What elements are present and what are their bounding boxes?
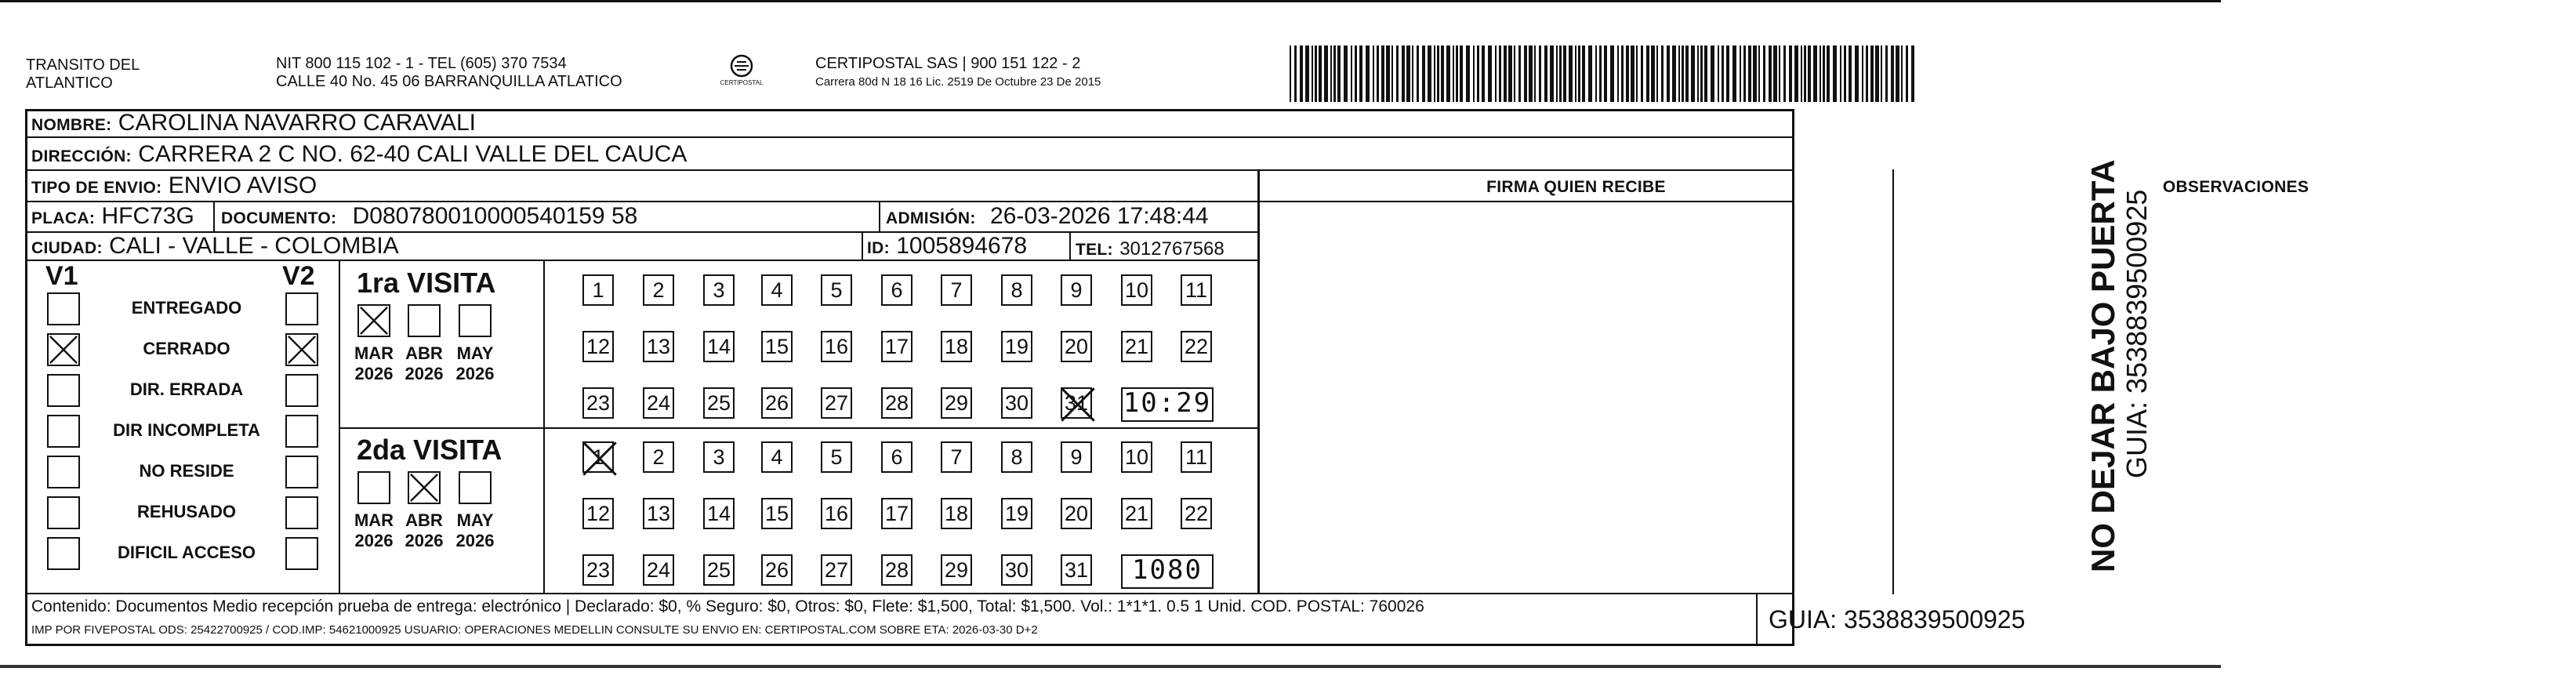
second-visit-day-box[interactable] <box>1061 554 1092 586</box>
status-option-label: ENTREGADO <box>131 298 242 318</box>
second-visit-day-box[interactable] <box>941 441 972 473</box>
guia-box-divider <box>1756 594 1758 644</box>
first-visit-day-box[interactable] <box>881 387 912 419</box>
visit-divider <box>543 260 545 593</box>
day-number: 31 <box>1064 558 1089 582</box>
second-visit-day-box[interactable] <box>821 554 852 586</box>
status-option-label: DIR. ERRADA <box>129 379 244 399</box>
day-number: 18 <box>944 502 969 525</box>
id-divider <box>862 231 863 260</box>
day-number: 3 <box>713 278 725 302</box>
day-number: 18 <box>944 335 969 358</box>
day-number: 1 <box>592 278 604 302</box>
first-visit-day-box[interactable] <box>1061 387 1092 419</box>
second-visit-day-box[interactable] <box>761 554 793 586</box>
v1-header: V1 <box>45 261 78 291</box>
first-visit-day-box[interactable] <box>643 387 674 419</box>
frame-bottom <box>25 644 1794 646</box>
second-visit-month-box[interactable] <box>357 471 390 504</box>
second-visit-day-box[interactable] <box>1001 498 1032 529</box>
first-visit-day-box[interactable] <box>1181 274 1212 306</box>
second-visit-day-box[interactable] <box>1001 554 1032 586</box>
second-visit-month-label: MAR 2026 <box>354 510 394 550</box>
second-visit-day-box[interactable] <box>1061 441 1092 473</box>
carrier-info: CERTIPOSTAL SAS | 900 151 122 - 2 Carrera 80d N 18 16 Lic. 2519 De Octubre 23 De 2015 <box>815 55 1101 89</box>
day-number: 7 <box>950 445 963 469</box>
day-number: 29 <box>944 558 969 582</box>
day-number: 22 <box>1184 502 1209 525</box>
side-guia: GUIA: 3538839500925 <box>2121 189 2153 478</box>
day-number: 15 <box>764 335 789 358</box>
svg-text:CERTIPOSTAL: CERTIPOSTAL <box>720 79 764 86</box>
day-number: 24 <box>646 391 671 415</box>
day-number: 5 <box>830 278 843 302</box>
day-number: 12 <box>586 502 611 525</box>
firma-header: FIRMA QUIEN RECIBE <box>1486 178 1666 196</box>
status-option-label: REHUSADO <box>137 502 236 521</box>
guia-box: GUIA: 3538839500925 <box>1769 605 2026 634</box>
first-visit-month-box[interactable] <box>408 304 441 337</box>
first-visit-day-box[interactable] <box>761 387 793 419</box>
day-number: 30 <box>1004 391 1029 415</box>
id-field: ID: 1005894678 <box>867 233 1028 259</box>
name-row: NOMBRE: CAROLINA NAVARRO CARAVALI <box>31 110 477 136</box>
observaciones-header: OBSERVACIONES <box>2162 178 2309 196</box>
day-number: 11 <box>1185 445 1208 469</box>
day-number: 9 <box>1070 445 1083 469</box>
first-visit-day-box[interactable] <box>1061 274 1092 306</box>
tel-field: TEL: 3012767568 <box>1076 238 1225 260</box>
second-visit-month-box[interactable] <box>459 471 492 504</box>
day-number: 8 <box>1010 278 1023 302</box>
plate-field: PLACA: HFC73G <box>31 203 194 229</box>
first-visit-day-box[interactable] <box>941 387 972 419</box>
day-number: 17 <box>884 335 909 358</box>
status-option-label: CERRADO <box>143 339 230 358</box>
certipostal-logo <box>718 52 765 91</box>
day-number: 26 <box>764 391 789 415</box>
first-visit-day-box[interactable] <box>582 331 614 362</box>
first-visit-day-box[interactable] <box>881 331 912 362</box>
obs-divider <box>1892 169 1894 594</box>
day-number: 19 <box>1004 335 1029 358</box>
second-visit-day-box[interactable] <box>703 498 735 529</box>
sig-header-line <box>1257 201 1794 202</box>
first-visit-month-label: ABR 2026 <box>405 343 444 383</box>
day-number: 17 <box>884 502 909 525</box>
day-number: 13 <box>646 502 671 525</box>
day-number: 16 <box>824 502 849 525</box>
day-number: 4 <box>771 278 783 302</box>
day-number: 15 <box>764 502 789 525</box>
first-visit-month-box[interactable] <box>357 304 390 337</box>
admission-field: ADMISIÓN: 26-03-2026 17:48:44 <box>886 203 1209 229</box>
second-visit-day-box[interactable] <box>1121 498 1152 529</box>
first-visit-day-box[interactable] <box>1061 331 1092 362</box>
status-divider <box>339 260 340 593</box>
second-visit-day-box[interactable] <box>1181 441 1212 473</box>
day-number: 6 <box>891 278 903 302</box>
second-visit-day-box[interactable] <box>761 498 793 529</box>
admission-divider <box>879 201 880 232</box>
second-visit-day-box[interactable] <box>582 441 614 473</box>
first-visit-day-box[interactable] <box>582 387 614 419</box>
second-visit-month-label: MAY 2026 <box>455 510 495 550</box>
day-number: 23 <box>586 558 611 582</box>
day-number: 23 <box>586 391 611 415</box>
first-visit-day-box[interactable] <box>703 387 735 419</box>
day-number: 20 <box>1064 502 1089 525</box>
first-visit-day-box[interactable] <box>761 274 793 306</box>
first-visit-month-label: MAR 2026 <box>354 343 394 383</box>
first-visit-day-box[interactable] <box>821 387 852 419</box>
second-visit-day-box[interactable] <box>703 441 735 473</box>
first-visit-day-box[interactable] <box>821 331 852 362</box>
day-number: 25 <box>706 558 731 582</box>
day-number: 3 <box>713 445 725 469</box>
day-number: 2 <box>652 445 665 469</box>
day-number: 9 <box>1070 278 1083 302</box>
first-visit-day-box[interactable] <box>1001 387 1032 419</box>
first-visit-day-box[interactable] <box>1121 331 1152 362</box>
address-row: DIRECCIÓN: CARRERA 2 C NO. 62-40 CALI VALLE DEL CAUCA <box>31 141 688 167</box>
day-number: 10 <box>1124 278 1149 302</box>
day-number: 12 <box>586 335 611 358</box>
day-number: 1 <box>592 445 604 469</box>
day-number: 28 <box>884 391 909 415</box>
second-visit-day-box[interactable] <box>821 498 852 529</box>
second-visit-day-box[interactable] <box>582 498 614 529</box>
visit-split <box>339 427 1259 429</box>
first-visit-month-label: MAY 2026 <box>455 343 495 383</box>
first-visit-day-box[interactable] <box>881 274 912 306</box>
second-visit-time-box[interactable]: 1080 <box>1121 554 1214 589</box>
barcode <box>1290 45 1917 102</box>
first-visit-day-box[interactable] <box>761 331 793 362</box>
frame-left <box>25 109 27 646</box>
first-visit-day-box[interactable] <box>941 274 972 306</box>
first-visit-time-box[interactable]: 10:29 <box>1121 387 1214 422</box>
day-number: 21 <box>1124 502 1149 525</box>
day-number: 10 <box>1124 445 1149 469</box>
signature-divider <box>1257 169 1260 594</box>
sender-contact: NIT 800 115 102 - 1 - TEL (605) 370 7534 CALLE 40 No. 45 06 BARRANQUILLA ATLATICO <box>276 55 622 90</box>
second-visit-day-box[interactable] <box>643 498 674 529</box>
status-option-label: DIR INCOMPLETA <box>113 420 260 440</box>
day-number: 7 <box>950 278 963 302</box>
v2-header: V2 <box>282 261 315 291</box>
day-number: 11 <box>1185 278 1208 302</box>
day-number: 22 <box>1184 335 1209 358</box>
first-visit-day-box[interactable] <box>582 274 614 306</box>
first-visit-day-box[interactable] <box>703 331 735 362</box>
day-number: 19 <box>1004 502 1029 525</box>
second-visit-month-label: ABR 2026 <box>405 510 444 550</box>
document-field: DOCUMENTO: D080780010000540159 58 <box>221 203 638 229</box>
second-visit-label: 2da VISITA <box>357 434 503 466</box>
first-visit-day-box[interactable] <box>1121 274 1152 306</box>
day-number: 21 <box>1124 335 1149 358</box>
day-number: 31 <box>1064 391 1089 415</box>
first-visit-day-box[interactable] <box>1001 331 1032 362</box>
content-line: Contenido: Documentos Medio recepción prueba de entrega: electrónico | Declarado: $0, % Seguro: $0, Otros: $0, Flete: $1,500, Total: $1,500. Vol.: 1*1*1. 0.5 1 Unid. COD. POSTAL: 760026 <box>31 597 1424 615</box>
second-visit-day-box[interactable] <box>1001 441 1032 473</box>
imp-line: IMP POR FIVEPOSTAL ODS: 25422700925 / COD.IMP: 54621000925 USUARIO: OPERACIONES MEDELLIN CONSULTE SU ENVIO EN: CERTIPOSTAL.COM SOBRE ETA: 2026-03-30 D+2 <box>31 623 1038 637</box>
second-visit-day-box[interactable] <box>1121 441 1152 473</box>
first-visit-day-box[interactable] <box>1001 274 1032 306</box>
day-number: 24 <box>646 558 671 582</box>
bottom-edge <box>0 665 2221 668</box>
first-visit-day-box[interactable] <box>643 331 674 362</box>
day-number: 20 <box>1064 335 1089 358</box>
second-visit-day-box[interactable] <box>643 441 674 473</box>
day-number: 27 <box>824 558 849 582</box>
first-visit-day-box[interactable] <box>941 331 972 362</box>
tel-divider <box>1069 231 1071 260</box>
first-visit-month-box[interactable] <box>459 304 492 337</box>
day-number: 14 <box>706 335 731 358</box>
second-visit-day-box[interactable] <box>643 554 674 586</box>
second-visit-month-box[interactable] <box>408 471 441 504</box>
day-number: 2 <box>652 278 665 302</box>
side-warning: NO DEJAR BAJO PUERTA <box>2084 159 2121 572</box>
second-visit-day-box[interactable] <box>582 554 614 586</box>
second-visit-day-box[interactable] <box>881 441 912 473</box>
day-number: 27 <box>824 391 849 415</box>
second-visit-day-box[interactable] <box>821 441 852 473</box>
second-visit-day-box[interactable] <box>1061 498 1092 529</box>
status-option-label: DIFICIL ACCESO <box>117 543 256 562</box>
city-field: CIUDAD: CALI - VALLE - COLOMBIA <box>31 233 399 259</box>
sender-name: TRANSITO DEL ATLANTICO <box>26 56 140 92</box>
day-number: 13 <box>646 335 671 358</box>
type-row: TIPO DE ENVIO: ENVIO AVISO <box>31 172 317 198</box>
top-edge <box>0 0 2221 2</box>
day-number: 16 <box>824 335 849 358</box>
second-visit-day-box[interactable] <box>941 498 972 529</box>
day-number: 8 <box>1010 445 1023 469</box>
day-number: 28 <box>884 558 909 582</box>
day-number: 6 <box>891 445 903 469</box>
second-visit-day-box[interactable] <box>941 554 972 586</box>
first-visit-day-box[interactable] <box>821 274 852 306</box>
day-number: 5 <box>830 445 843 469</box>
first-visit-day-box[interactable] <box>1181 331 1212 362</box>
day-number: 30 <box>1004 558 1029 582</box>
second-visit-day-box[interactable] <box>761 441 793 473</box>
second-visit-day-box[interactable] <box>881 498 912 529</box>
first-visit-day-box[interactable] <box>703 274 735 306</box>
day-number: 25 <box>706 391 731 415</box>
second-visit-day-box[interactable] <box>1181 498 1212 529</box>
first-visit-day-box[interactable] <box>643 274 674 306</box>
day-number: 29 <box>944 391 969 415</box>
second-visit-day-box[interactable] <box>703 554 735 586</box>
first-visit-label: 1ra VISITA <box>357 267 496 299</box>
day-number: 4 <box>771 445 783 469</box>
day-number: 14 <box>706 502 731 525</box>
row-line-footer <box>25 593 1794 594</box>
day-number: 26 <box>764 558 789 582</box>
second-visit-day-box[interactable] <box>881 554 912 586</box>
status-option-label: NO RESIDE <box>139 461 234 481</box>
plate-divider <box>213 201 215 232</box>
